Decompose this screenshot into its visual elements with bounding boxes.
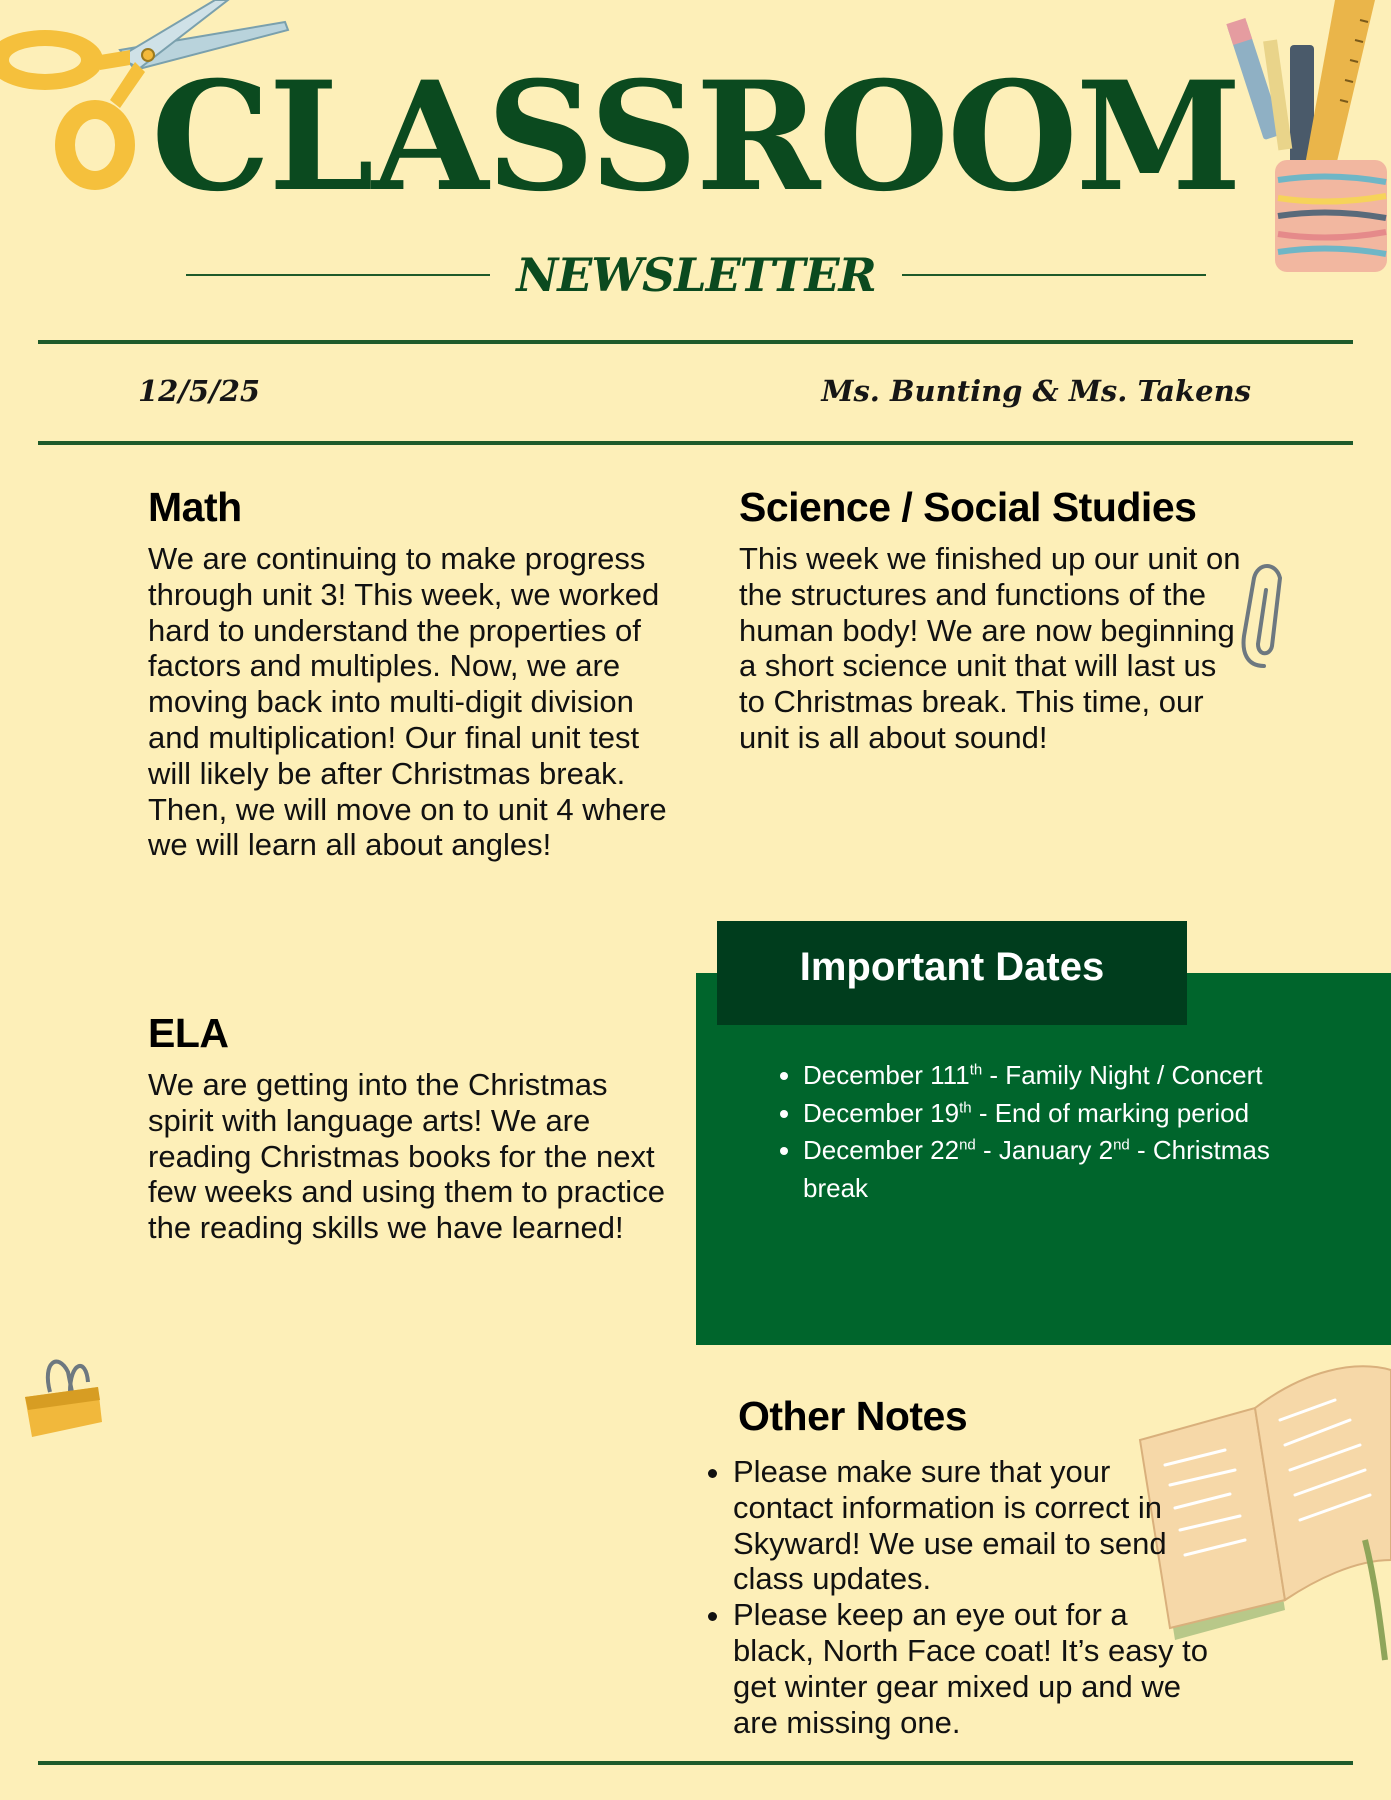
math-body: We are continuing to make progress through unit 3! This week, we worked hard to understand the properties of factors and multiples. Now, we are moving back into multi-digit division and multiplication! Our final unit test will likely be after Christmas break. Then, we will move on to unit 4 where we will learn all about angles! xyxy=(148,541,667,863)
science-heading: Science / Social Studies xyxy=(739,484,1197,530)
date-item: • December 111th - Family Night / Concert xyxy=(803,1057,1273,1095)
newsletter-subtitle: NEWSLETTER xyxy=(516,248,876,302)
ela-body: We are getting into the Christmas spirit with language arts! We are reading Christmas books for the next few weeks and using them to practice the reading skills we have learned! xyxy=(148,1067,665,1246)
important-dates-heading: Important Dates xyxy=(799,945,1105,989)
newsletter-date: 12/5/25 xyxy=(138,374,261,408)
footer-rule xyxy=(38,1761,1353,1765)
note-item: • Please keep an eye out for a black, North Face coat! It’s easy to get winter gear mixed up and we are missing one. xyxy=(733,1597,1213,1740)
date-item: • December 22nd - January 2nd - Christmas break xyxy=(803,1132,1273,1207)
subtitle-row xyxy=(186,248,1206,302)
subtitle-right-rule xyxy=(902,274,1206,276)
science-body: This week we finished up our unit on the structures and functions of the human body! We are now beginning a short science unit that will last us to Christmas break. This time, our unit is all about sound! xyxy=(739,541,1241,755)
important-dates-list xyxy=(773,1057,1273,1207)
math-heading: Math xyxy=(148,484,242,530)
math-section xyxy=(148,484,688,863)
ela-section xyxy=(148,1010,668,1246)
note-item: • Please make sure that your contact information is correct in Skyward! We use email to send class updates. xyxy=(733,1454,1213,1597)
header-bottom-rule xyxy=(38,441,1353,445)
science-section xyxy=(739,484,1279,756)
other-notes-heading: Other Notes xyxy=(738,1393,968,1439)
binder-clip-icon xyxy=(20,1352,110,1442)
date-item: • December 19th - End of marking period xyxy=(803,1095,1273,1133)
subtitle-left-rule xyxy=(186,274,490,276)
ela-heading: ELA xyxy=(148,1010,229,1056)
teacher-names: Ms. Bunting & Ms. Takens xyxy=(821,374,1251,408)
header-top-rule xyxy=(38,340,1353,344)
newsletter-title: CLASSROOM xyxy=(151,49,1240,225)
other-notes-list xyxy=(705,1454,1213,1740)
